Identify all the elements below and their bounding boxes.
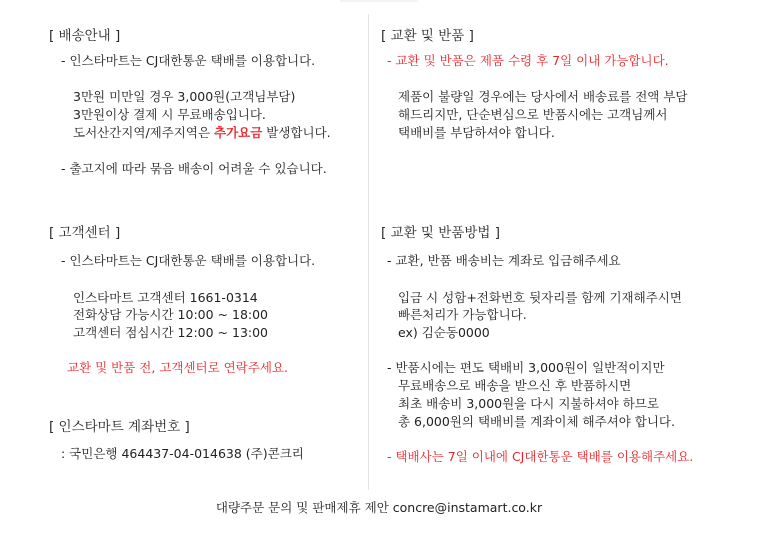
exchange-method-return-fee: - 반품시에는 편도 택배비 3,000원이 일반적이지만 — [387, 360, 665, 375]
shipping-remote-prefix: 도서산간지역/제주지역은 — [73, 125, 215, 140]
shipping-line-fee: 3만원 미만일 경우 3,000원(고객님부담) — [73, 89, 296, 104]
exchange-method-heading: [ 교환 및 반품방법 ] — [381, 225, 500, 241]
column-divider — [368, 14, 369, 490]
customer-center-heading: [ 고객센터 ] — [49, 225, 121, 241]
exchange-line-defect: 제품이 불량일 경우에는 당사에서 배송료를 전액 부담 — [398, 89, 688, 104]
exchange-method-deposit: - 교환, 반품 배송비는 계좌로 입금해주세요 — [387, 253, 621, 268]
customer-center-line-carrier: - 인스타마트는 CJ대한통운 택배를 이용합니다. — [61, 253, 316, 268]
shipping-line-carrier: - 인스타마트는 CJ대한통운 택배를 이용합니다. — [61, 53, 316, 68]
account-heading: [ 인스타마트 계좌번호 ] — [49, 419, 190, 435]
shipping-line-bundle: - 출고지에 따라 묶음 배송이 어려울 수 있습니다. — [61, 161, 327, 176]
exchange-notice: - 교환 및 반품은 제품 수령 후 7일 이내 가능합니다. — [387, 53, 669, 68]
exchange-line-fee: 택배비를 부담하셔야 합니다. — [398, 125, 555, 140]
shipping-line-free: 3만원이상 결제 시 무료배송입니다. — [73, 107, 266, 122]
exchange-method-free-shipping: 무료배송으로 배송을 받으신 후 반품하시면 — [398, 378, 632, 393]
customer-center-phone: 인스타마트 고객센터 1661-0314 — [73, 290, 258, 305]
footer-contact: 대량주문 문의 및 판매제휴 제안 concre@instamart.co.kr — [215, 500, 543, 515]
exchange-method-example: ex) 김순동0000 — [398, 325, 490, 340]
exchange-method-notice: - 택배사는 7일 이내에 CJ대한통운 택배를 이용해주세요. — [387, 449, 694, 464]
account-number: : 국민은행 464437-04-014638 (주)콘크리 — [61, 446, 304, 461]
exchange-method-total: 총 6,000원의 택배비를 계좌이체 해주셔야 합니다. — [398, 414, 675, 429]
extra-fee-highlight: 추가요금 — [214, 125, 263, 140]
customer-center-hours: 전화상담 가능시간 10:00 ~ 18:00 — [73, 307, 269, 322]
exchange-method-name-phone: 입금 시 성함+전화번호 뒷자리를 함께 기재해주시면 — [398, 290, 682, 305]
customer-center-lunch: 고객센터 점심시간 12:00 ~ 13:00 — [73, 325, 269, 340]
shipping-line-remote — [73, 125, 331, 141]
customer-center-notice: 교환 및 반품 전, 고객센터로 연락주세요. — [67, 360, 289, 375]
exchange-heading: [ 교환 및 반품 ] — [381, 28, 474, 44]
exchange-method-repay: 최초 배송비 3,000원을 다시 지불하셔야 하므로 — [398, 396, 659, 411]
shipping-remote-suffix: 발생합니다. — [262, 125, 331, 140]
exchange-method-fast: 빠른처리가 가능합니다. — [398, 307, 527, 322]
exchange-line-change-mind: 해드리지만, 단순변심으로 반품시에는 고객님께서 — [398, 107, 668, 122]
top-decoration — [340, 0, 418, 2]
shipping-heading: [ 배송안내 ] — [49, 28, 121, 44]
